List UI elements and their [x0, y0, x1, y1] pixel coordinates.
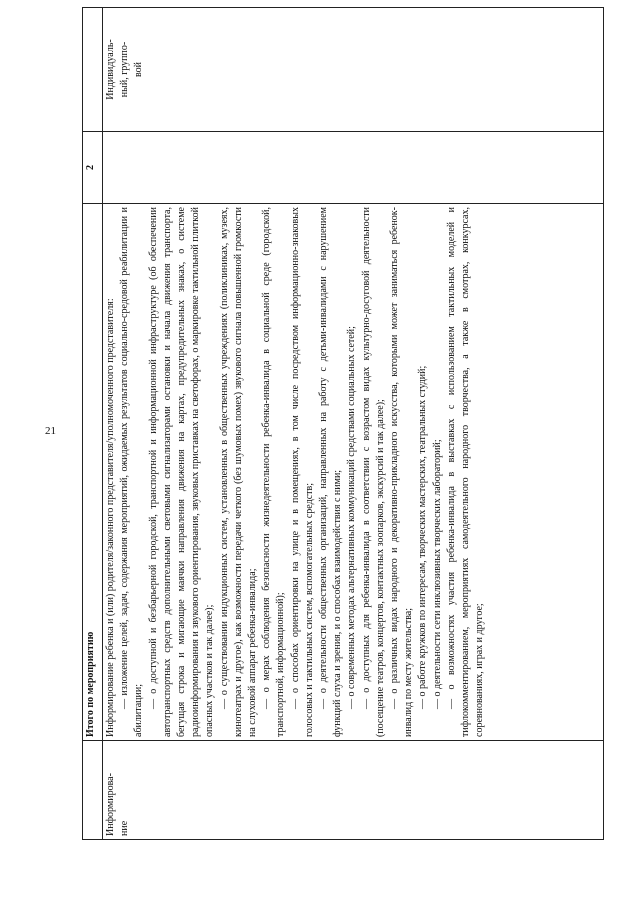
list-item: — о существовании индукционных систем, установленных в общественных учреждениях (поликлиниках, музеях, кинотеатрах и другое), как возможности передачи четкого (без шумовых помех) звукового сигнала повышенной громкости на слуховой аппарат ребенка-инвалида;	[218, 207, 259, 737]
number-cell	[103, 132, 604, 204]
category-cell	[103, 741, 604, 840]
list-item: — изложение целей, задач, содержания мероприятий, ожидаемых результатов социально-средовой реабилитации и абилитации;	[119, 207, 145, 737]
list-item: — о способах ориентировки на улице и в помещениях, в том числе посредством информационно-знаковых голосовых и тактильных систем, вспомогательных средств;	[289, 207, 315, 737]
total-label: Итого по мероприятию	[83, 204, 103, 741]
page-number: 21	[45, 425, 56, 437]
list-item: — о доступных для ребенка-инвалида в соответствии с возрастом видах культурно-досуговой деятельности (посещение театров, концертов, контактных зоопарков, экскурсий и так далее);	[360, 207, 386, 737]
list-item: — о деятельности сети инклюзивных творческих лабораторий;	[431, 439, 443, 709]
table-row	[103, 8, 604, 840]
form-cell	[103, 8, 604, 132]
header-empty-cell	[83, 741, 103, 840]
list-item: — о различных видах народного и декоративно-прикладного искусства, которыми может заниматься ребенок-инвалид по месту жительства;	[389, 207, 415, 737]
list-item: — о доступной и безбарьерной городской, транспортной и информационной инфраструктуре (об обеспечении автотранспортных средств дополнительными световыми сигнализаторами остановки и начала движения транспорта, бегущая строка и мигающие маячки направления движения на картах, предупредительных знаках, о системе радиоинформирования и звукового ориентирования, звуковых приставках на светофорах, о маркировке тактильной плиткой опасных участков и так далее);	[147, 207, 216, 737]
list-item: — о возможностях участия ребенка-инвалида в выставках с использованием тактильных моделей и тифлокомментированием, мероприятиях самодеятельного народного творчества, а также в смотрах, конкурсах, соревнованиях, играх и другое;	[445, 207, 486, 737]
table-header-row	[83, 8, 103, 840]
list-item: — о мерах соблюдения безопасности жизнедеятельности ребенка-инвалида в социальной среде (городской, транспортной, информационной);	[261, 207, 287, 737]
column-number: 2	[83, 132, 103, 204]
list-item: — о современных методах альтернативных коммуникаций средствами социальных сетей;	[346, 326, 358, 709]
activities-table	[82, 7, 604, 840]
description-cell	[103, 204, 604, 741]
rotated-page-content	[82, 36, 604, 840]
form-text: Индивидуаль- ный, группо- вой	[105, 39, 145, 100]
description-intro: Информирование ребенка и (или) родителя/законного представителя/уполномоченного представителя:	[105, 298, 116, 737]
header-empty-cell-right	[83, 8, 103, 132]
list-item: — о работе кружков по интересам, творческих мастерских, театральных студий;	[417, 365, 429, 709]
list-item: — о деятельности общественных организаций, направленных на работу с детьми-инвалидами с нарушением функций слуха и зрения, и о способах взаимодействия с ними;	[318, 207, 344, 737]
category-text: Информирова- ние	[105, 773, 131, 836]
